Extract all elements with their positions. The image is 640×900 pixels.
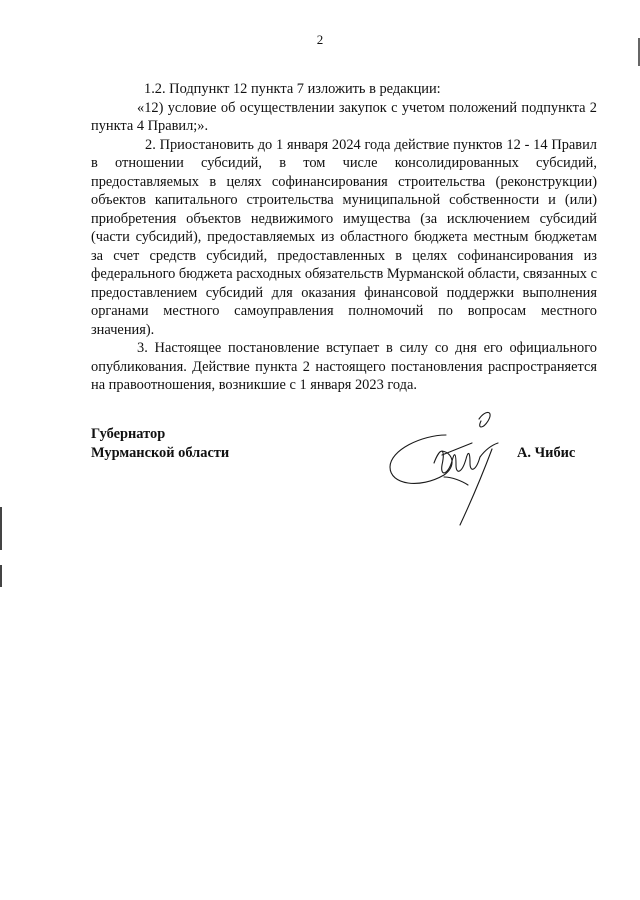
signatory-position <box>91 425 229 462</box>
paragraph-quote-12: «12) условие об осуществлении закупок с учетом положений подпункта 2 пункта 4 Правил;». <box>91 99 597 134</box>
handwritten-signature <box>382 405 522 535</box>
paragraph-3: 3. Настоящее постановление вступает в силу со дня его официального опубликования. Действие пункта 2 настоящего постановления распространяется на правоотношения, возникшие с 1 января 2023 года. <box>91 340 597 393</box>
signatory-name: А. Чибис <box>517 445 576 461</box>
signatory-position-line-1: Губернатор <box>91 426 166 442</box>
page-number: 2 <box>316 32 324 47</box>
paragraph-2: 2. Приостановить до 1 января 2024 года действие пунктов 12 - 14 Правил в отношении субсидий, в том числе консолидированных субсидий, предоставляемых в целях софинансирования строительства (реконструкции) объектов капитального строительства муниципальной собственности и (или) приобретения объектов недвижимого имущества (за исключением субсидий (части субсидий), предоставляемых из областного бюджета местным бюджетам за счет средств субсидий, предоставленных в целях софинансирования из федерального бюджета расходных обязательств Мурманской области, связанных с предоставлением субсидий для оказания финансовой поддержки выполнения органами местного самоуправления полномочий по вопросам местного значения). <box>91 136 597 338</box>
scan-edge-mark <box>0 507 2 550</box>
signatory-position-line-2: Мурманской области <box>91 444 230 461</box>
paragraph-1-2: 1.2. Подпункт 12 пункта 7 изложить в редакции: <box>144 81 441 97</box>
document-body <box>91 80 597 395</box>
scan-edge-mark <box>0 565 2 587</box>
